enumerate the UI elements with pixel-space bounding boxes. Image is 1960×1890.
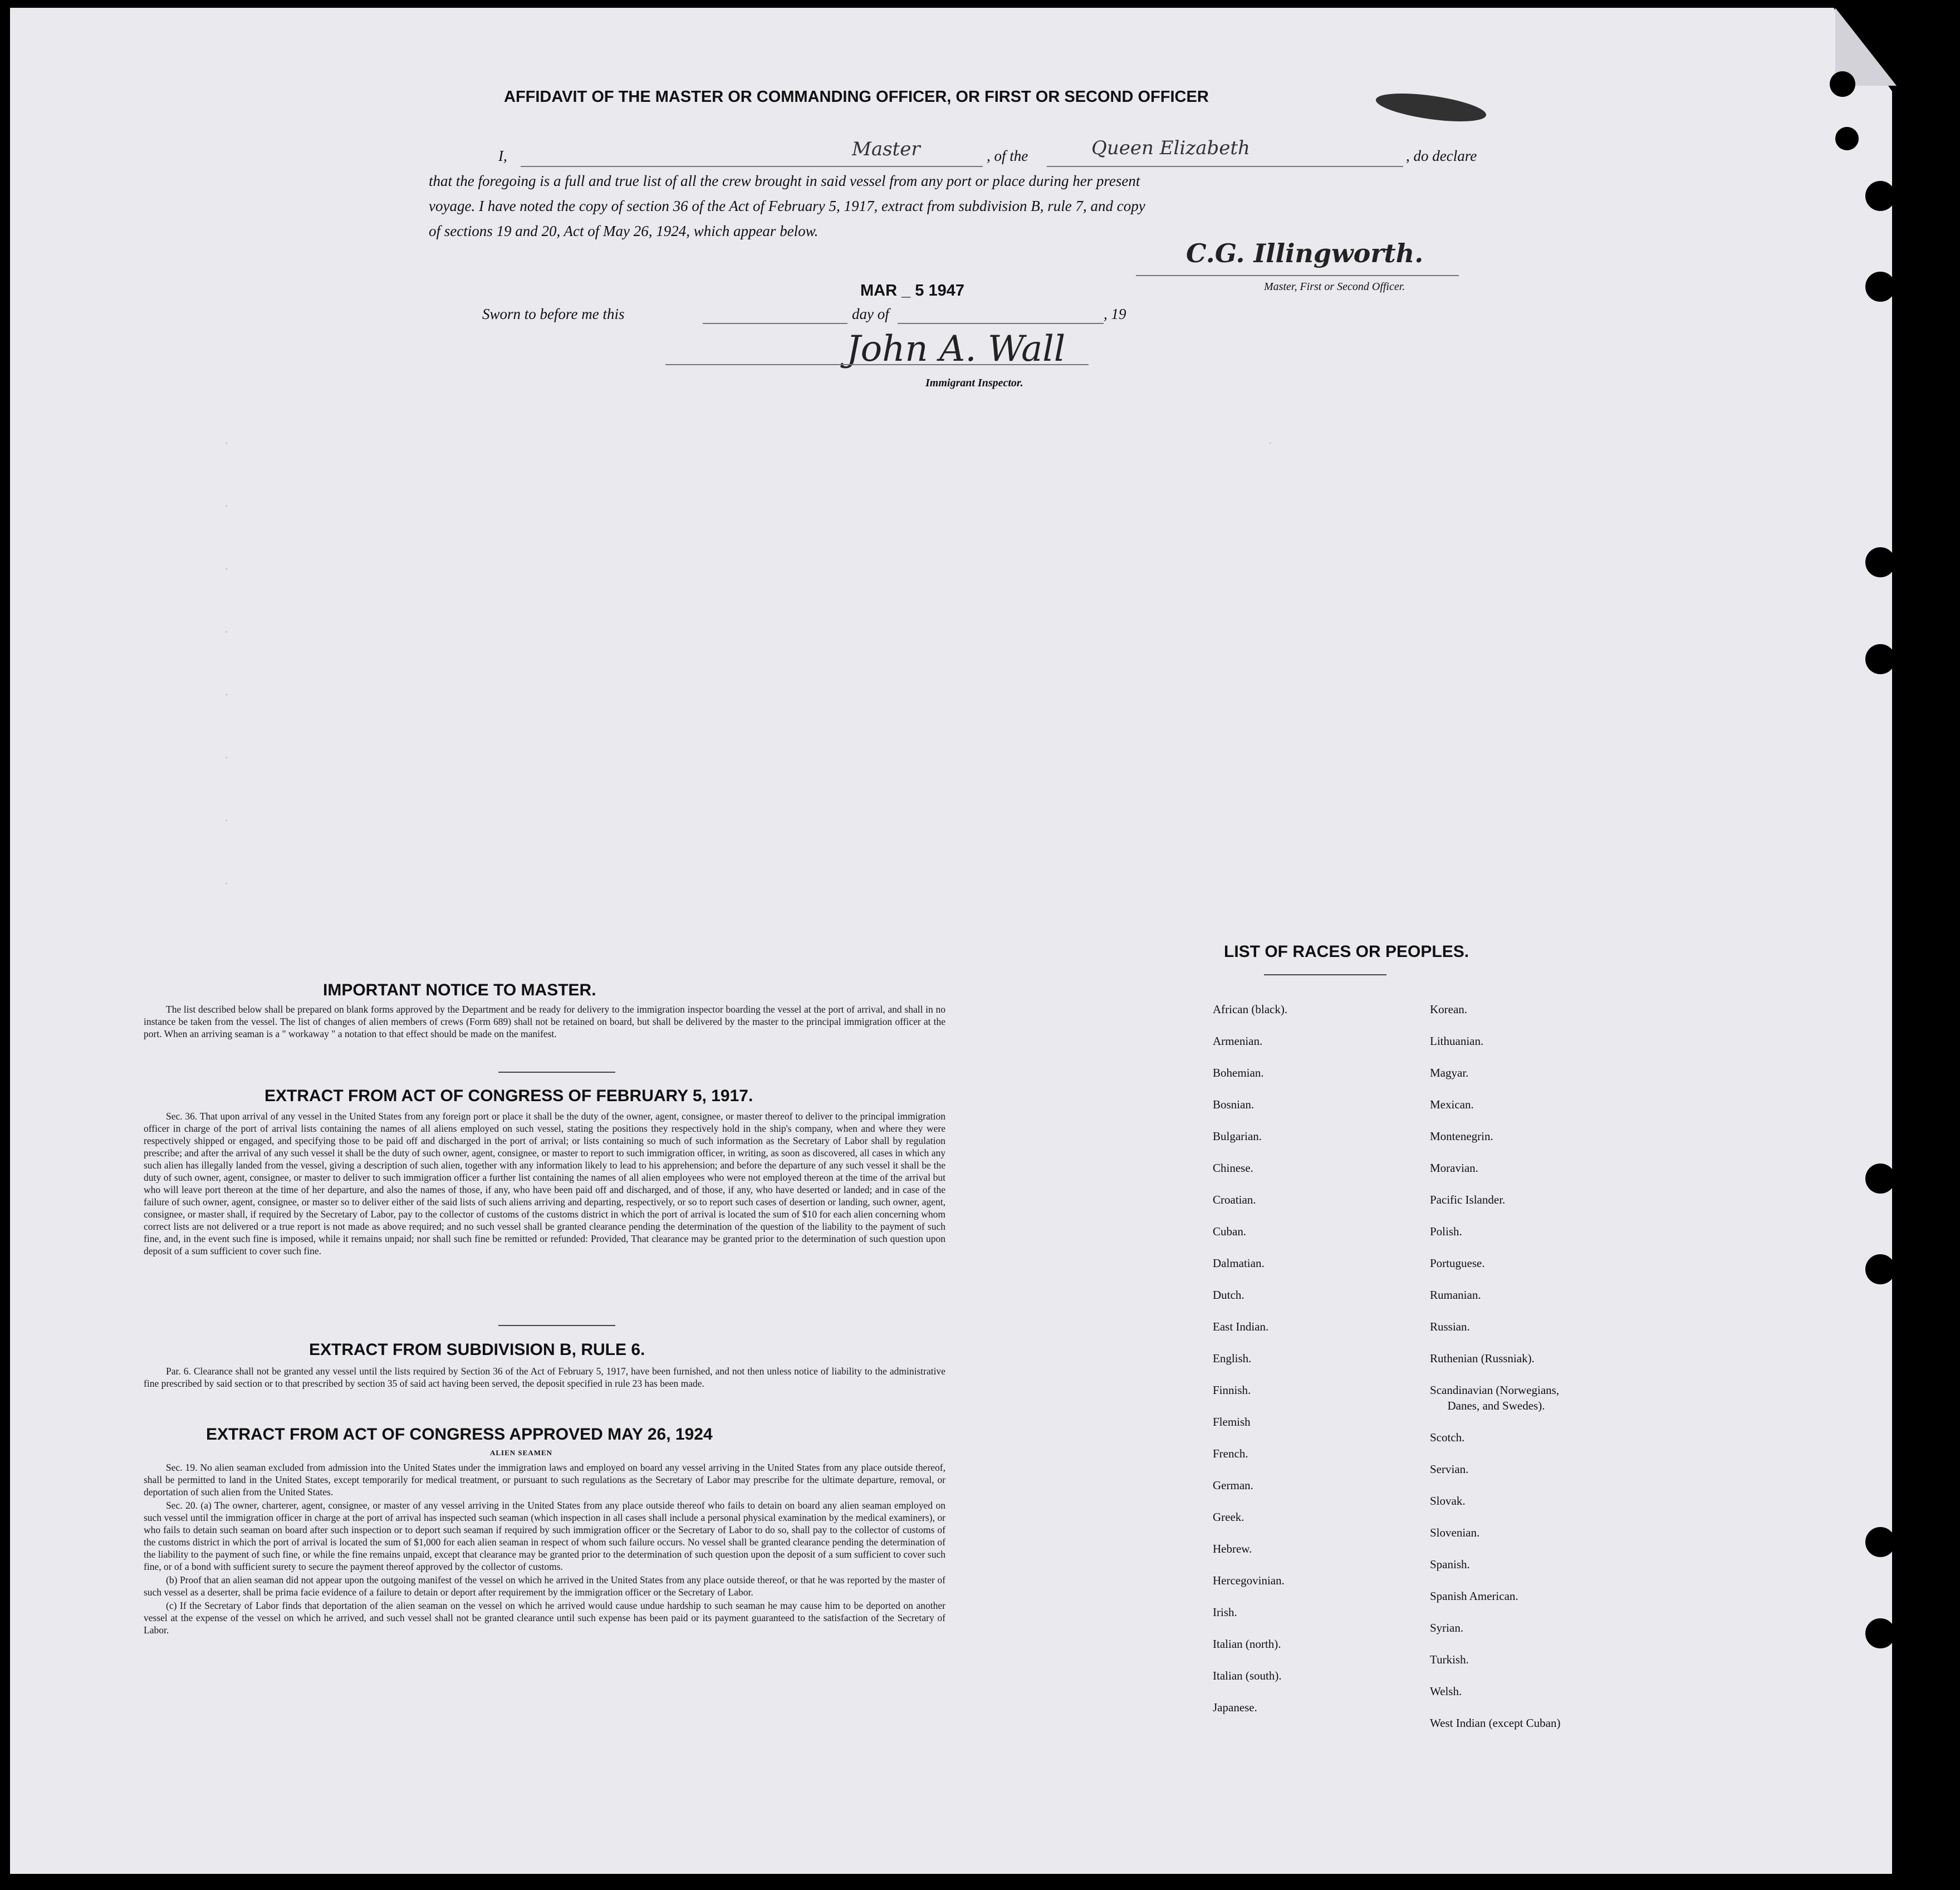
race-item: Flemish (1213, 1415, 1251, 1428)
race-item: Moravian. (1430, 1161, 1478, 1175)
affidavit-body-line2: voyage. I have noted the copy of section 36 of the Act of February 5, 1917, extract from subdivision B, rule 7, and copy (429, 198, 1145, 214)
race-item: Polish. (1430, 1225, 1462, 1238)
race-item: Spanish American. (1430, 1589, 1518, 1603)
race-item: Croatian. (1213, 1193, 1256, 1206)
punch-hole (1865, 1254, 1895, 1284)
rank-underline (521, 166, 983, 167)
affidavit-body-line3: of sections 19 and 20, Act of May 26, 1924, which appear below. (429, 223, 819, 239)
affidavit-title: AFFIDAVIT OF THE MASTER OR COMMANDING OFFICER, OR FIRST OR SECOND OFFICER (504, 88, 1209, 106)
extract-1917-title: EXTRACT FROM ACT OF CONGRESS OF FEBRUARY 5, 1917. (264, 1087, 753, 1105)
subdivision-title: EXTRACT FROM SUBDIVISION B, RULE 6. (309, 1341, 645, 1359)
inspector-signature-line (665, 364, 1089, 365)
race-item: Bulgarian. (1213, 1130, 1262, 1143)
race-item: Hebrew. (1213, 1542, 1252, 1555)
vessel-name: Queen Elizabeth (1091, 137, 1250, 159)
notice-title: IMPORTANT NOTICE TO MASTER. (323, 981, 596, 999)
vessel-underline (1047, 166, 1403, 167)
subdivision-text (144, 1365, 945, 1391)
race-item: Armenian. (1213, 1034, 1263, 1048)
race-item: Ruthenian (Russniak). (1430, 1352, 1535, 1365)
month-underline (898, 323, 1104, 324)
race-item: English. (1213, 1352, 1252, 1365)
race-item: Servian. (1430, 1462, 1469, 1476)
race-item: Rumanian. (1430, 1288, 1481, 1302)
race-item: Lithuanian. (1430, 1034, 1484, 1048)
races-right-column (1430, 994, 1560, 1739)
race-item: Russian. (1430, 1320, 1470, 1333)
do-declare-label: , do declare (1406, 148, 1477, 164)
race-item: Chinese. (1213, 1161, 1253, 1175)
race-item: Italian (south). (1213, 1669, 1282, 1682)
race-item: Dalmatian. (1213, 1256, 1265, 1270)
punch-hole (1865, 1164, 1895, 1194)
race-item: Portuguese. (1430, 1256, 1485, 1270)
race-item: Irish. (1213, 1606, 1237, 1619)
extract-1924-title: EXTRACT FROM ACT OF CONGRESS APPROVED MAY 26, 1924 (206, 1425, 713, 1444)
race-item: Japanese. (1213, 1701, 1257, 1714)
section-20a-paragraph: Sec. 20. (a) The owner, charterer, agent, consignee, or master of any vessel arriving in the United States from any place outside thereof who fails to detain on board any alien seaman employed on such vessel until the immigration officer in charge at the port of arrival has inspected such seaman (which inspection in all cases shall include a personal physical examination by the medical examiners), or who fails to detain such seaman on board after such inspection or to deport such seaman if required by such immigration officer or the Secretary of Labor to do so, shall pay to the collector of customs of the customs district in which the port of arrival is located the sum of $1,000 for each alien seaman in respect of whom such failure occurs. No vessel shall be granted clearance pending the determination of the liability to the payment of such fine, or while the fine remains unpaid, except that clearance may be granted prior to the determination of such question upon the deposit of a sum sufficient to cover such fine, or of a bond with sufficient surety to secure the payment thereof approved by the collector of customs. (144, 1500, 945, 1572)
section-19-paragraph: Sec. 19. No alien seaman excluded from admission into the United States under the immigration laws and employed on board any vessel arriving in the United States from any place outside thereof, shall be permitted to land in the United States, except temporarily for medical treatment, or pursuant to such regulations as the Secretary of Labor may prescribe for the ultimate departure, removal, or deportation of such alien from the United States. (144, 1462, 945, 1498)
race-item: Cuban. (1213, 1225, 1247, 1238)
race-item: Bohemian. (1213, 1066, 1264, 1079)
punch-hole (1830, 71, 1855, 97)
affidavit-i-label: I, (498, 148, 507, 164)
sworn-day-underline (703, 323, 847, 324)
race-item: French. (1213, 1447, 1248, 1460)
race-item: Dutch. (1213, 1288, 1244, 1302)
race-item: Bosnian. (1213, 1098, 1255, 1111)
punch-hole (1865, 181, 1895, 211)
day-of-label: day of (852, 306, 889, 322)
race-item: West Indian (except Cuban) (1430, 1716, 1561, 1730)
affidavit-body-line1: that the foregoing is a full and true list of all the crew brought in said vessel from any port or place during her present (429, 173, 1140, 189)
master-caption: Master, First or Second Officer. (1264, 281, 1405, 293)
race-item: Slovak. (1430, 1494, 1466, 1508)
race-item: Italian (north). (1213, 1637, 1281, 1651)
race-item: Hercegovinian. (1213, 1574, 1285, 1587)
section-20c-paragraph: (c) If the Secretary of Labor finds that deportation of the alien seaman on the vessel on which he arrived would cause undue hardship to such seaman he may cause him to be deported on another vessel at the expense of the vessel on which he arrived, and such vessel shall not be granted clearance until such expense has been paid or its payment guaranteed to the satisfaction of the Secretary of Labor. (144, 1600, 945, 1636)
race-item: African (black). (1213, 1003, 1288, 1016)
race-item: Finnish. (1213, 1383, 1251, 1397)
punch-hole (1865, 1618, 1895, 1648)
race-item: Pacific Islander. (1430, 1193, 1506, 1206)
of-the-label: , of the (987, 148, 1028, 164)
officer-rank: Master (852, 138, 920, 160)
sworn-label: Sworn to before me this (482, 306, 625, 322)
race-item: German. (1213, 1479, 1253, 1492)
race-item: Spanish. (1430, 1558, 1470, 1571)
race-item: East Indian. (1213, 1320, 1269, 1333)
race-item: Mexican. (1430, 1098, 1474, 1111)
date-stamp: MAR _ 5 1947 (860, 282, 964, 300)
race-item: Scotch. (1430, 1431, 1465, 1444)
master-signature: C.G. Illingworth. (1186, 238, 1424, 268)
punch-hole (1865, 272, 1895, 302)
paragraph-6: Par. 6. Clearance shall not be granted any vessel until the lists required by Section 36 of the Act of February 5, 1917, have been furnished, and not then unless notice of liability to the administrative fine prescribed by said section or to that prescribed by section 35 of said act having been served, the deposit specified in rule 23 has been made. (144, 1366, 945, 1389)
race-item: Slovenian. (1430, 1526, 1480, 1539)
race-item: Welsh. (1430, 1685, 1462, 1698)
races-left-column (1213, 994, 1287, 1724)
punch-hole (1835, 127, 1859, 150)
divider (498, 1072, 615, 1073)
punch-hole (1865, 1527, 1895, 1557)
section-36-paragraph: Sec. 36. That upon arrival of any vessel in the United States from any foreign port or place it shall be the duty of the owner, agent, consignee, or master thereof to deliver to the principal immigration officer in charge of the port of arrival lists containing the names of all aliens employed on such vessel, stating the positions they respectively hold in the ship's company, when and where they were respectively shipped or engaged, and specifying those to be paid off and discharged in the port of arrival; or lists containing so much of such information as the Secretary of Labor shall by regulation prescribe; and after the arrival of any such vessel it shall be the duty of such owner, agent, consignee, or master to report to such immigration officer, in writing, as soon as discovered, all cases in which any such alien has illegally landed from the vessel, giving a description of such alien, together with any information likely to lead to his apprehension; and before the departure of any such vessel it shall be the duty of such owner, agent, consignee, or master to deliver to such immigration officer a further list containing the names of all alien employees who were not employed thereon at the time of the arrival but who will leave port thereon at the time of her departure, and also the names of those, if any, who have been paid off and discharged, and of those, if any, who have deserted or landed; and in case of the failure of such owner, agent, consignee, or master so to deliver either of the said lists of such aliens arriving and departing, respectively, or so to report such cases of desertion or landing, such owner, agent, consignee, or master shall, if required by the Secretary of Labor, pay to the collector of customs of the customs district in which the port of arrival is located the sum of $10 for each alien concerning whom correct lists are not delivered or a true report is not made as above required; and no such vessel shall be granted clearance pending the determination of the question of the liability to the payment of such fine, and, in the event such fine is imposed, while it remains unpaid; nor shall such fine be remitted or refunded: Provided, That clearance may be granted prior to the determination of such question upon deposit of a sum sufficient to cover such fine. (144, 1111, 945, 1256)
race-item: Turkish. (1430, 1653, 1469, 1666)
race-item: Syrian. (1430, 1621, 1464, 1634)
races-title: LIST OF RACES OR PEOPLES. (1224, 942, 1469, 961)
notice-text (144, 1003, 945, 1041)
extract-1917-text (144, 1110, 945, 1258)
race-item: Scandinavian (Norwegians, Danes, and Swedes). (1430, 1383, 1560, 1412)
race-item: Greek. (1213, 1510, 1244, 1524)
race-item: Magyar. (1430, 1066, 1469, 1079)
inspector-caption: Immigrant Inspector. (925, 377, 1023, 389)
extract-1924-text (144, 1461, 945, 1637)
race-item: Korean. (1430, 1003, 1468, 1016)
punch-hole (1865, 644, 1895, 674)
divider (498, 1325, 615, 1326)
divider (1264, 974, 1386, 975)
race-item: Montenegrin. (1430, 1130, 1493, 1143)
notice-paragraph: The list described below shall be prepared on blank forms approved by the Department and be ready for delivery to the immigration inspector boarding the vessel at the port of arrival, and shall in no instance be taken from the vessel. The list of changes of alien members of crews (Form 689) shall not be retained on board, but shall be delivered by the master to the principal immigration officer at the port. When an arriving seaman is a " workaway " a notation to that effect should be made on the manifest. (144, 1004, 945, 1039)
punch-hole (1865, 547, 1895, 577)
year-label: , 19 (1104, 306, 1126, 322)
master-signature-line (1136, 275, 1459, 276)
alien-seamen-subtitle: ALIEN SEAMEN (490, 1449, 553, 1457)
inspector-signature: John A. Wall (846, 328, 1066, 370)
bleed-through-texture: · · · · · · · · · (223, 436, 1274, 891)
section-20b-paragraph: (b) Proof that an alien seaman did not appear upon the outgoing manifest of the vessel on which he arrived in the United States from any place outside thereof, or that he was reported by the master of such vessel as a deserter, shall be prima facie evidence of a failure to detain or deport after requirement by the immigration officer or the Secretary of Labor. (144, 1574, 945, 1598)
